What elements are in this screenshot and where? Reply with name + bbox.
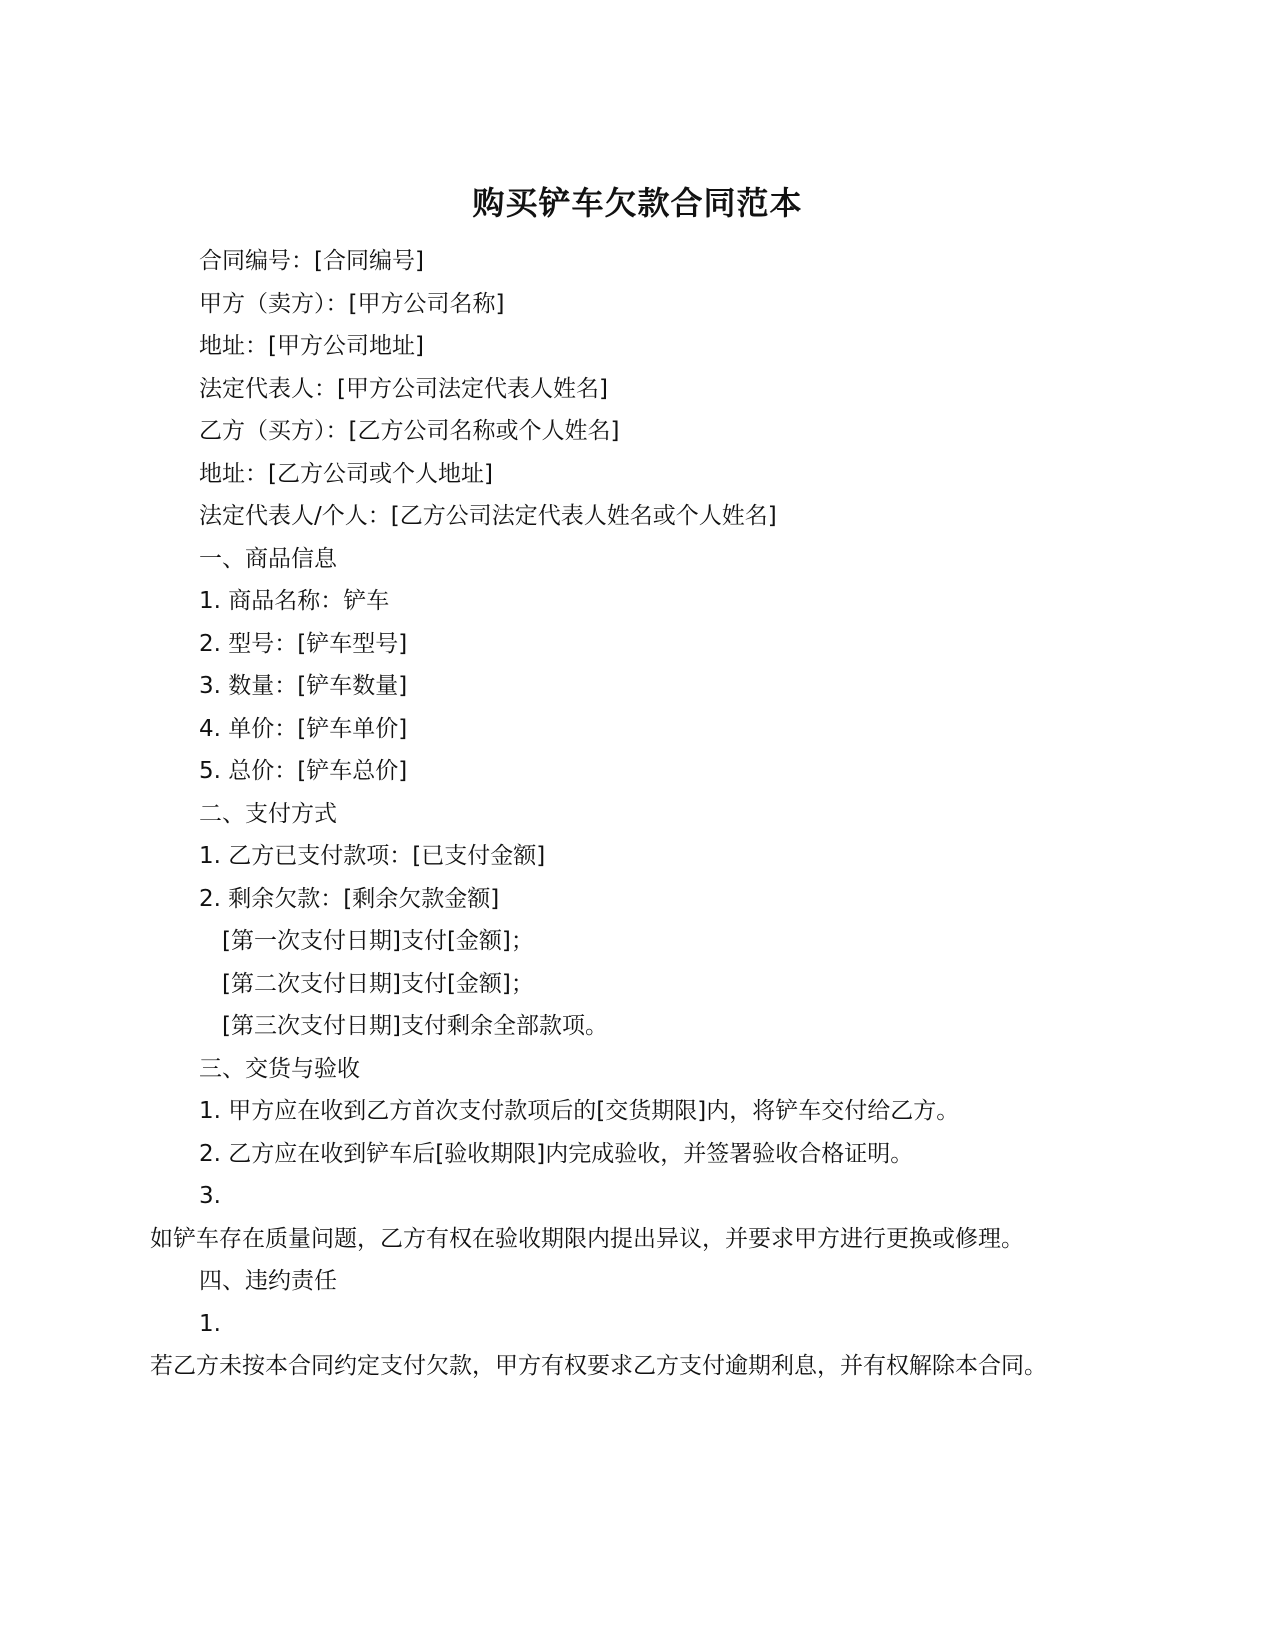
clause-line: 1. 甲方应在收到乙方首次支付款项后的[交货期限]内，将铲车交付给乙方。 (199, 1098, 960, 1124)
party-b-line: 乙方（买方）：[乙方公司名称或个人姓名] (199, 418, 620, 444)
section-heading: 二、支付方式 (199, 800, 337, 827)
contract-number-line: 合同编号：[合同编号] (199, 248, 424, 274)
clause-line: 4. 单价：[铲车单价] (199, 715, 408, 742)
clause-line: 1. 商品名称：铲车 (199, 588, 390, 614)
party-a-address-line: 地址：[甲方公司地址] (199, 333, 424, 359)
payment-schedule-line: [第三次支付日期]支付剩余全部款项。 (222, 1013, 608, 1039)
payment-schedule-line: [第一次支付日期]支付[金额]； (222, 928, 534, 954)
document-title: 购买铲车欠款合同范本 (472, 184, 803, 222)
section-heading: 一、商品信息 (199, 545, 337, 572)
clause-line: 5. 总价：[铲车总价] (199, 758, 408, 784)
clause-line: 1. 乙方已支付款项：[已支付金额] (199, 843, 546, 869)
party-a-line: 甲方（卖方）：[甲方公司名称] (199, 290, 505, 317)
clause-line: 2. 型号：[铲车型号] (199, 630, 408, 657)
clause-line: 2. 乙方应在收到铲车后[验收期限]内完成验收，并签署验收合格证明。 (199, 1140, 914, 1167)
clause-line: 2. 剩余欠款：[剩余欠款金额] (199, 885, 500, 912)
document-body (150, 240, 1150, 1388)
party-a-representative-line: 法定代表人：[甲方公司法定代表人姓名] (199, 375, 608, 402)
clause-text: 如铲车存在质量问题，乙方有权在验收期限内提出异议，并要求甲方进行更换或修理。 (150, 1225, 1024, 1252)
party-b-address-line: 地址：[乙方公司或个人地址] (199, 460, 493, 487)
clause-text: 若乙方未按本合同约定支付欠款，甲方有权要求乙方支付逾期利息，并有权解除本合同。 (150, 1353, 1047, 1379)
party-b-representative-line: 法定代表人/个人：[乙方公司法定代表人姓名或个人姓名] (199, 503, 777, 529)
clause-number: 3. (199, 1183, 221, 1209)
payment-schedule-line: [第二次支付日期]支付[金额]； (222, 970, 534, 997)
clause-line: 3. 数量：[铲车数量] (199, 673, 408, 699)
section-heading: 三、交货与验收 (199, 1055, 360, 1082)
clause-number: 1. (199, 1310, 221, 1337)
section-heading: 四、违约责任 (199, 1268, 337, 1294)
